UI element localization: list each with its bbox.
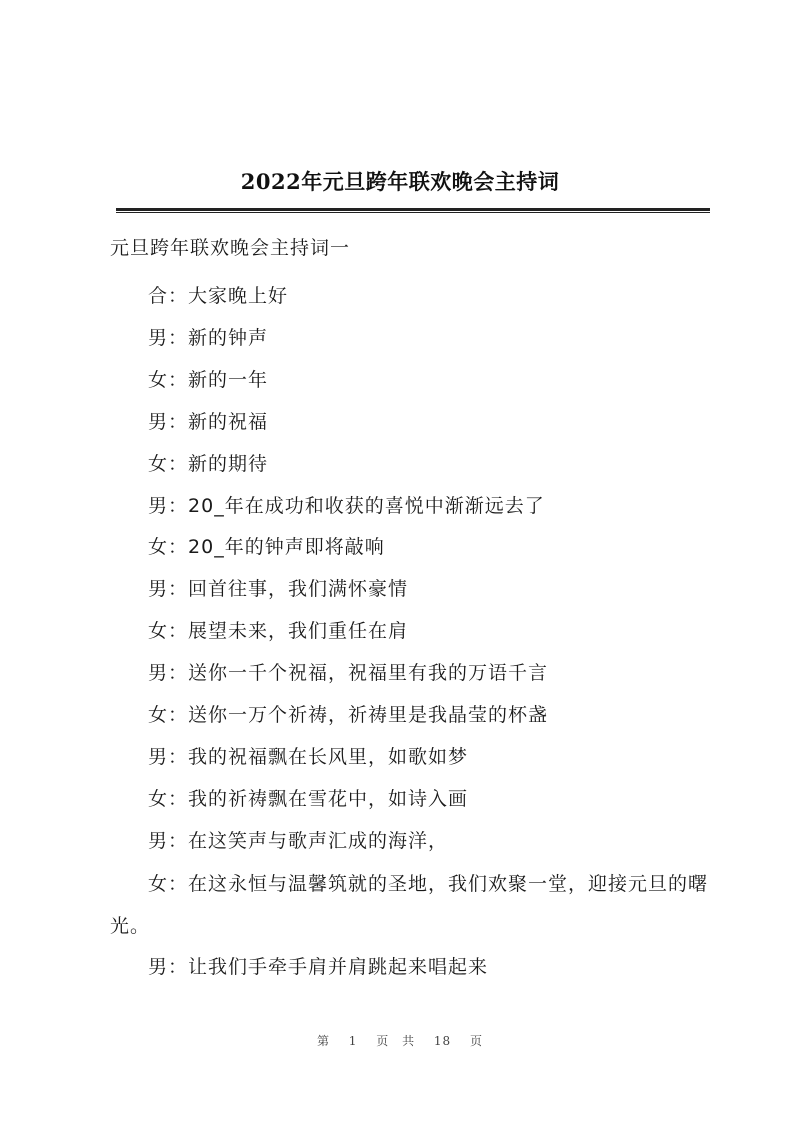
script-line (110, 569, 715, 611)
footer-page-number: 1 (348, 1034, 358, 1048)
script-line (110, 947, 715, 989)
script-line (110, 779, 715, 821)
speaker-label: 女 ： (148, 453, 188, 475)
line-text: 新的一年 (188, 368, 269, 391)
script-line (110, 737, 715, 779)
line-text: 我的祈祷飘在雪花中，如诗入画 (188, 787, 469, 810)
speaker-label: 男 ： (148, 578, 188, 600)
speaker-label: 女 ： (148, 788, 188, 810)
script-line (110, 402, 715, 444)
title-divider (116, 208, 710, 213)
speaker-label: 女 ： (148, 620, 188, 642)
line-text: 在这笑声与歌声汇成的海洋， (188, 829, 449, 852)
script-line (110, 360, 715, 402)
script-line (110, 821, 715, 863)
line-text: 新的钟声 (188, 326, 269, 349)
line-text: 在这永恒与温馨筑就的圣地，我们欢聚一堂，迎接元旦的曙光。 (110, 872, 709, 937)
line-text: 送你一千个祝福，祝福里有我的万语千言 (188, 662, 549, 685)
script-line (110, 486, 715, 528)
page-footer (0, 1032, 800, 1049)
footer-prefix: 第 (316, 1034, 330, 1048)
speaker-label: 男 ： (148, 662, 188, 684)
document-title: 2022年元旦跨年联欢晚会主持词 (240, 169, 560, 194)
line-text: 20_年的钟声即将敲响 (188, 536, 385, 559)
line-text: 大家晚上好 (188, 285, 289, 307)
script-line (110, 653, 715, 695)
section-heading: 元旦跨年联欢晚会主持词一 (110, 237, 351, 259)
speaker-label: 男 ： (148, 956, 188, 978)
speaker-label: 女 ： (148, 704, 188, 726)
footer-suffix: 页 (470, 1034, 484, 1048)
footer-middle: 页 共 (376, 1034, 416, 1048)
speaker-label: 男 ： (148, 411, 188, 433)
line-text: 让我们手牵手肩并肩跳起来唱起来 (188, 955, 489, 978)
speaker-label: 女 ： (148, 536, 188, 558)
speaker-label: 合 ： (148, 285, 188, 307)
line-text: 展望未来，我们重任在肩 (188, 620, 409, 643)
script-line (110, 863, 715, 947)
script-line (110, 318, 715, 360)
script-line (110, 695, 715, 737)
line-text: 我的祝福飘在长风里，如歌如梦 (188, 745, 469, 768)
script-line (110, 611, 715, 653)
speaker-label: 男 ： (148, 830, 188, 852)
speaker-label: 男 ： (148, 495, 188, 517)
script-line (110, 444, 715, 486)
script-line (110, 276, 715, 318)
speaker-label: 女 ： (148, 873, 188, 895)
line-text: 新的期待 (188, 452, 269, 475)
line-text: 20_年在成功和收获的喜悦中渐渐远去了 (188, 494, 545, 517)
speaker-label: 男 ： (148, 327, 188, 349)
speaker-label: 女 ： (148, 369, 188, 391)
line-text: 新的祝福 (188, 410, 269, 433)
line-text: 回首往事，我们满怀豪情 (188, 578, 409, 601)
script-lines (110, 276, 715, 989)
script-line (110, 527, 715, 569)
footer-total-pages: 18 (433, 1034, 452, 1048)
speaker-label: 男 ： (148, 746, 188, 768)
line-text: 送你一万个祈祷，祈祷里是我晶莹的杯盏 (188, 704, 549, 727)
